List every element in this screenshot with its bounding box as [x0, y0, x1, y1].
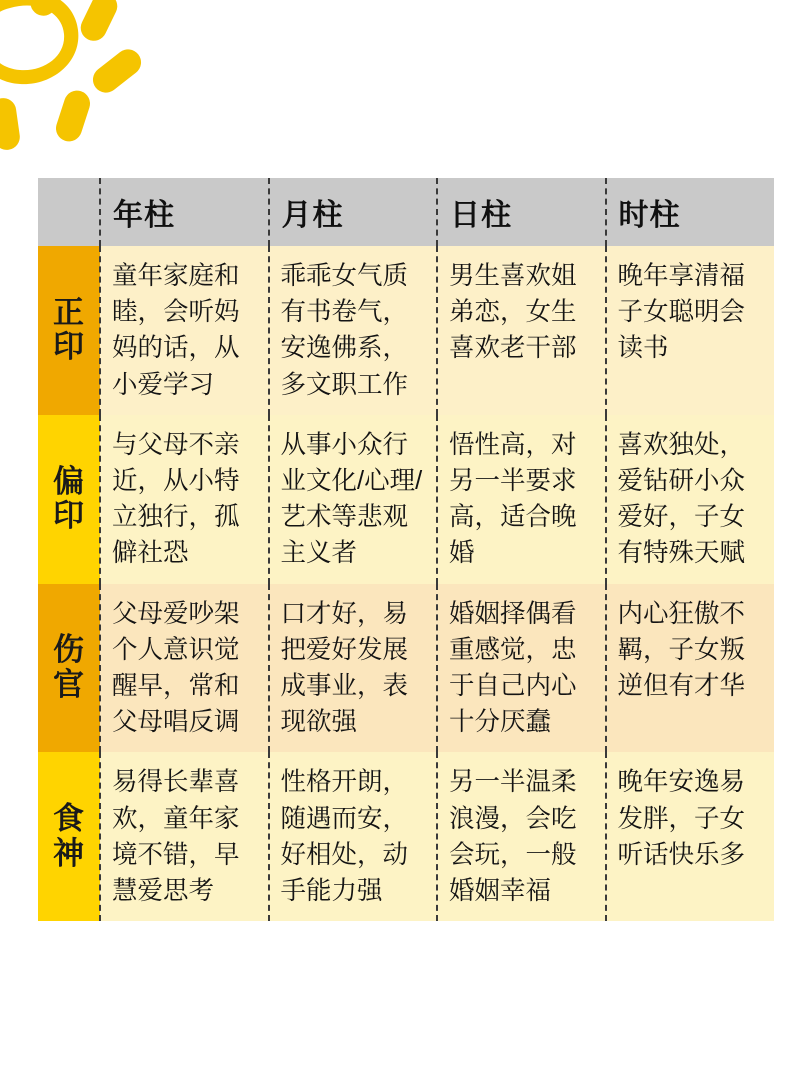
- cell-shishen-day: 另一半温柔浪漫，会吃会玩，一般婚姻幸福: [437, 752, 606, 921]
- column-header-hour: 时柱: [606, 178, 775, 246]
- row-label-zhengyin: 正印: [38, 246, 100, 415]
- table-row: [38, 415, 774, 584]
- row-label-shangguan: 伤官: [38, 584, 100, 753]
- cell-zhengyin-hour: 晚年享清福子女聪明会读书: [606, 246, 775, 415]
- table-row: [38, 584, 774, 753]
- column-header-day: 日柱: [437, 178, 606, 246]
- cell-zhengyin-day: 男生喜欢姐弟恋，女生喜欢老干部: [437, 246, 606, 415]
- bazi-table-container: [38, 178, 774, 921]
- cell-shangguan-year: 父母爱吵架个人意识觉醒早，常和父母唱反调: [100, 584, 269, 753]
- cell-shishen-month: 性格开朗，随遇而安，好相处，动手能力强: [269, 752, 438, 921]
- cell-pianyin-month: 从事小众行业文化/心理/艺术等悲观主义者: [269, 415, 438, 584]
- row-label-shishen: 食神: [38, 752, 100, 921]
- cell-zhengyin-month: 乖乖女气质有书卷气，安逸佛系，多文职工作: [269, 246, 438, 415]
- sun-icon: [0, 0, 192, 171]
- bazi-table: [38, 178, 774, 921]
- cell-pianyin-year: 与父母不亲近，从小特立独行，孤僻社恐: [100, 415, 269, 584]
- table-header-row: [38, 178, 774, 246]
- cell-zhengyin-year: 童年家庭和睦，会听妈妈的话，从小爱学习: [100, 246, 269, 415]
- table-row: [38, 246, 774, 415]
- cell-shishen-year: 易得长辈喜欢，童年家境不错，早慧爱思考: [100, 752, 269, 921]
- row-label-pianyin: 偏印: [38, 415, 100, 584]
- table-row: [38, 752, 774, 921]
- column-header-month: 月柱: [269, 178, 438, 246]
- cell-shishen-hour: 晚年安逸易发胖，子女听话快乐多: [606, 752, 775, 921]
- cell-shangguan-month: 口才好，易把爱好发展成事业，表现欲强: [269, 584, 438, 753]
- cell-pianyin-hour: 喜欢独处，爱钻研小众爱好，子女有特殊天赋: [606, 415, 775, 584]
- header-corner: [38, 178, 100, 246]
- cell-shangguan-hour: 内心狂傲不羁，子女叛逆但有才华: [606, 584, 775, 753]
- cell-shangguan-day: 婚姻择偶看重感觉，忠于自己内心十分厌蠢: [437, 584, 606, 753]
- column-header-year: 年柱: [100, 178, 269, 246]
- cell-pianyin-day: 悟性高，对另一半要求高，适合晚婚: [437, 415, 606, 584]
